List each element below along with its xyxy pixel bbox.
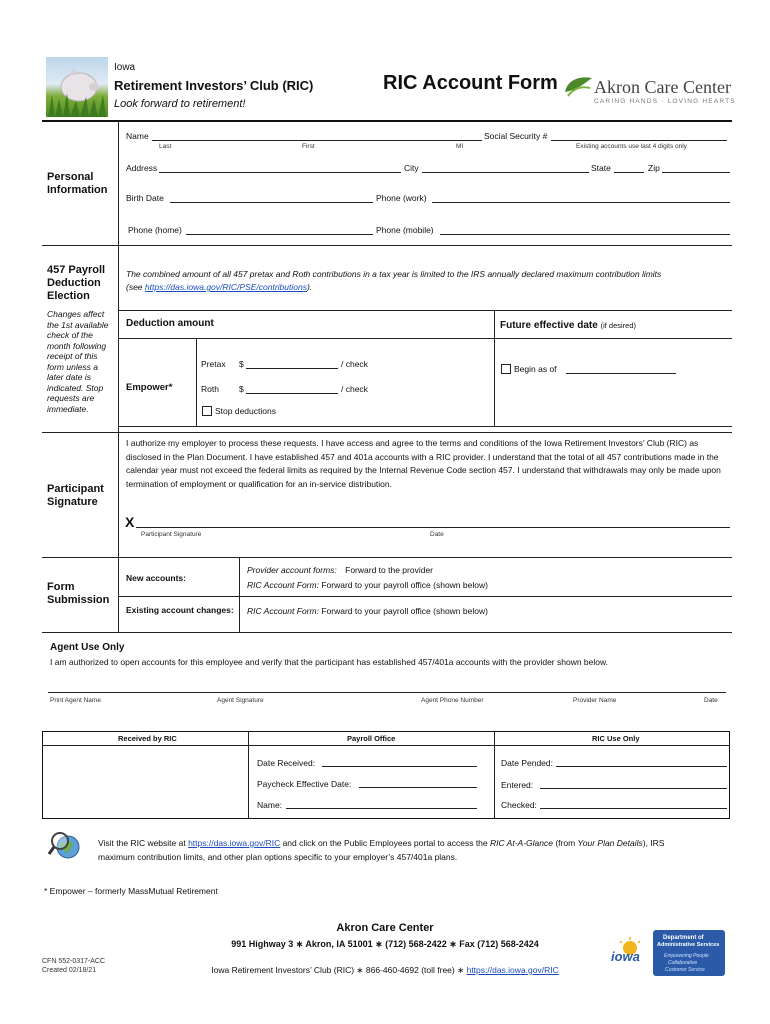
das-line-2: Administrative Services xyxy=(657,942,720,948)
das-badge xyxy=(653,930,725,976)
office-name-label: Name: xyxy=(257,800,283,810)
visit-line-1 xyxy=(98,838,664,848)
submission-col-divider xyxy=(239,557,240,632)
office-col-1 xyxy=(248,731,249,819)
birth-date-label: Birth Date xyxy=(126,193,164,203)
state-field[interactable] xyxy=(614,172,644,173)
header-rule xyxy=(42,120,732,122)
visit-line-2: maximum contribution limits, and other plan options specific to your employer’s 457/401a plans. xyxy=(98,852,458,862)
agent-statement: I am authorized to open accounts for this employee and verify that the participant has established 457/401a accounts with the provider shown below. xyxy=(50,657,609,667)
stop-deductions-checkbox[interactable] xyxy=(202,406,212,416)
iowa-logo-mark xyxy=(609,936,651,972)
city-field[interactable] xyxy=(422,172,589,173)
provider-name-label: Provider Name xyxy=(573,697,617,704)
deduction-amount-header: Deduction amount xyxy=(126,318,214,329)
signature-x: X xyxy=(125,514,135,530)
phone-work-field[interactable] xyxy=(432,202,730,203)
limit-link-line xyxy=(126,282,312,292)
agent-signature-line[interactable] xyxy=(48,692,726,693)
visit-end: ), IRS xyxy=(642,838,665,848)
ric-forward-text-2: Forward to your payroll office (shown below) xyxy=(321,606,488,616)
ric-website-link[interactable]: https://das.iowa.gov/RIC xyxy=(188,838,281,848)
footer-address: 991 Highway 3 ∗ Akron, IA 51001 ∗ (712) 568-2422 ∗ Fax (712) 568-2424 xyxy=(231,939,539,949)
address-field[interactable] xyxy=(159,172,401,173)
iowa-wordmark: iowa xyxy=(611,949,640,964)
piggy-bank-photo xyxy=(46,57,108,117)
existing-changes-label: Existing account changes: xyxy=(126,605,234,615)
paycheck-date-field[interactable] xyxy=(359,787,477,788)
personal-heading: Personal Information xyxy=(47,171,108,196)
first-label: First xyxy=(302,143,315,150)
deduction-col-2 xyxy=(494,310,495,426)
birth-date-field[interactable] xyxy=(170,202,373,203)
ric-form-existing-line xyxy=(247,606,488,616)
das-tag-1: Empowering People xyxy=(664,953,709,959)
deduction-col-1 xyxy=(196,338,197,426)
section-divider xyxy=(118,122,119,632)
new-accounts-label: New accounts: xyxy=(126,573,186,583)
print-agent-name-label: Print Agent Name xyxy=(50,697,101,704)
zip-field[interactable] xyxy=(662,172,730,173)
office-col-2 xyxy=(494,731,495,819)
section-rule-2 xyxy=(42,432,732,433)
phone-mobile-label: Phone (mobile) xyxy=(376,225,434,235)
created-date: Created 02/18/21 xyxy=(42,967,97,974)
pretax-label: Pretax xyxy=(201,359,226,369)
empower-footnote: * Empower – formerly MassMutual Retirement xyxy=(44,886,218,896)
phone-mobile-field[interactable] xyxy=(440,234,730,235)
akron-name: Akron Care Center xyxy=(594,77,731,97)
visit-mid: and click on the Public Employees portal to access the xyxy=(280,838,490,848)
future-date-label: Future effective date xyxy=(500,320,598,331)
leaf-icon xyxy=(562,72,596,100)
signature-heading: Participant Signature xyxy=(47,483,104,508)
entered-label: Entered: xyxy=(501,780,534,790)
office-name-field[interactable] xyxy=(286,808,477,809)
stop-deductions-label: Stop deductions xyxy=(215,406,276,416)
date-pended-field[interactable] xyxy=(556,766,727,767)
deduction-table-top xyxy=(118,310,732,311)
program-title: Retirement Investors’ Club (RIC) xyxy=(114,78,314,93)
section-rule-4 xyxy=(42,632,732,633)
received-by-ric-header: Received by RIC xyxy=(118,734,177,743)
ric-form-label: RIC Account Form: xyxy=(247,580,319,590)
address-label: Address xyxy=(126,163,158,173)
limit-suffix: ). xyxy=(306,282,313,292)
name-label: Name xyxy=(126,131,149,141)
form-code: CFN 552-0317-ACC xyxy=(42,958,106,965)
limit-text: The combined amount of all 457 pretax and Roth contributions in a tax year is limited to the IRS annually declared maximum contribution limits xyxy=(126,269,662,279)
deduction-table-mid xyxy=(118,338,732,339)
signature-date-label: Date xyxy=(430,531,444,538)
last-label: Last xyxy=(159,143,172,150)
office-table-header-rule xyxy=(42,745,730,746)
paycheck-date-label: Paycheck Effective Date: xyxy=(257,779,352,789)
pretax-dollar: $ xyxy=(239,359,244,369)
iowa-label: Iowa xyxy=(114,62,136,73)
section-rule-3 xyxy=(42,557,732,558)
entered-field[interactable] xyxy=(540,788,727,789)
agent-date-label: Date xyxy=(704,697,718,704)
ric-contact-text: Iowa Retirement Investors’ Club (RIC) ∗ 866-460-4692 (toll free) ∗ xyxy=(211,965,467,975)
date-received-label: Date Received: xyxy=(257,758,316,768)
footer-employer: Akron Care Center xyxy=(336,922,434,934)
city-label: City xyxy=(404,163,419,173)
checked-label: Checked: xyxy=(501,800,537,810)
agent-phone-label: Agent Phone Number xyxy=(421,697,484,704)
das-tag-3: Customer Service xyxy=(665,967,705,973)
payroll-office-header: Payroll Office xyxy=(347,734,396,743)
mi-label: MI xyxy=(456,143,464,150)
iowa-das-logo xyxy=(609,930,725,976)
phone-work-label: Phone (work) xyxy=(376,193,427,203)
limit-prefix: (see xyxy=(126,282,145,292)
ric-use-only-header: RIC Use Only xyxy=(592,734,640,743)
roth-amount-field[interactable] xyxy=(246,393,338,394)
submission-heading: Form Submission xyxy=(47,581,110,606)
pretax-check-label: / check xyxy=(341,359,368,369)
ric-form-label-2: RIC Account Form: xyxy=(247,606,319,616)
plan-details-text: Your Plan Details xyxy=(577,838,643,848)
roth-label: Roth xyxy=(201,384,219,394)
submission-row-divider xyxy=(118,596,732,597)
date-received-field[interactable] xyxy=(322,766,477,767)
ssn-hint: Existing accounts use last 4 digits only xyxy=(576,143,687,150)
provider-forward-text: Forward to the provider xyxy=(345,565,434,575)
section-rule-1 xyxy=(42,245,732,246)
checked-field[interactable] xyxy=(540,808,727,809)
pretax-amount-field[interactable] xyxy=(246,368,338,369)
magnifier-globe-icon xyxy=(46,829,86,868)
das-tag-2: Collaborative xyxy=(668,960,698,966)
authorization-text: I authorize my employer to process these requests. I have access and agree to the terms and conditions of the Iowa Retirement Investors’ Club (RIC) as disclosed in the Plan Document. I have established 457 and 401a accounts with a RIC provider. I understand that the total of all 457 contributions made in the calendar year must not exceed the federal limits as required by the Internal Revenue Code section 457. I understand that withdrawals may only be made upon termination of employment or qualification for an in-service distribution. xyxy=(126,438,721,489)
provider-empower: Empower* xyxy=(126,382,173,393)
ric-form-new-line xyxy=(247,580,488,590)
provider-forms-label: Provider account forms: xyxy=(247,565,337,575)
begin-as-of-label: Begin as of xyxy=(514,364,557,374)
footer-ric-link[interactable]: https://das.iowa.gov/RIC xyxy=(466,965,559,975)
program-tagline: Look forward to retirement! xyxy=(114,98,246,110)
provider-forms-line xyxy=(247,565,433,575)
contributions-link[interactable]: https://das.iowa.gov/RIC/PSE/contributions xyxy=(144,282,307,292)
akron-tagline: CARING HANDS · LOVING HEARTS xyxy=(594,98,736,105)
participant-signature-label: Participant Signature xyxy=(141,531,202,538)
ric-forward-text: Forward to your payroll office (shown below) xyxy=(321,580,488,590)
deduction-side-note: Changes affect the 1st available check of the month following receipt of this form unless a later date is indicated. Stop requests are immediate. xyxy=(47,309,109,414)
akron-logo xyxy=(562,72,596,105)
future-date-hint: (if desired) xyxy=(600,321,637,330)
form-title: RIC Account Form xyxy=(383,72,558,94)
deduction-heading: 457 Payroll Deduction Election xyxy=(47,264,106,302)
agent-heading: Agent Use Only xyxy=(50,642,125,653)
state-label: State xyxy=(591,163,611,173)
visit-from: (from xyxy=(552,838,578,848)
agent-signature-label: Agent Signature xyxy=(217,697,264,704)
ssn-label: Social Security # xyxy=(484,131,548,141)
roth-dollar: $ xyxy=(239,384,244,394)
phone-home-field[interactable] xyxy=(186,234,373,235)
phone-home-label: Phone (home) xyxy=(128,225,182,235)
visit-prefix: Visit the RIC website at xyxy=(98,838,189,848)
roth-check-label: / check xyxy=(341,384,368,394)
future-date-header xyxy=(500,320,636,331)
date-pended-label: Date Pended: xyxy=(501,758,553,768)
begin-date-field[interactable] xyxy=(566,373,676,374)
zip-label: Zip xyxy=(648,163,660,173)
signature-field[interactable] xyxy=(136,527,730,528)
das-line-1: Department of xyxy=(663,935,704,941)
at-a-glance-text: RIC At-A-Glance xyxy=(490,838,553,848)
deduction-table-bottom xyxy=(118,426,732,427)
begin-as-of-checkbox[interactable] xyxy=(501,364,511,374)
name-field[interactable] xyxy=(152,140,482,141)
ssn-field[interactable] xyxy=(551,140,727,141)
